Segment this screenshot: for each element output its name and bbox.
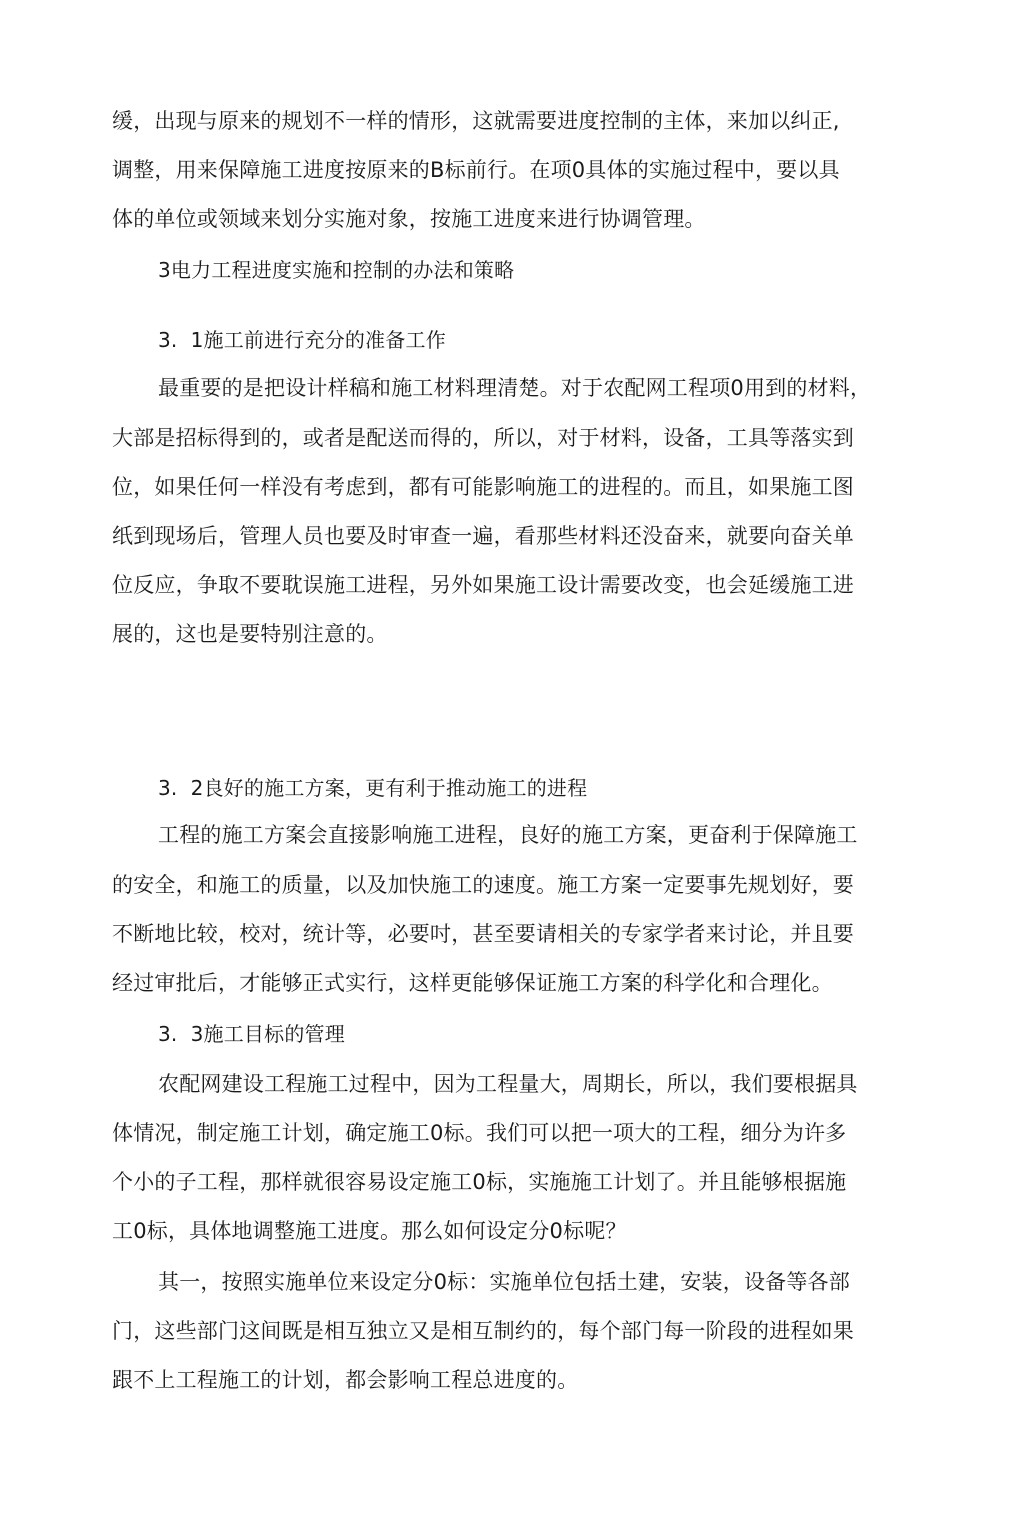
paragraph-line: 缓，出现与原来的规划不一样的情形，这就需要进度控制的主体，来加以纠正, <box>112 109 840 133</box>
paragraph-line: 跟不上工程施工的计划，都会影响工程总进度的。 <box>112 1368 579 1392</box>
paragraph-line: 门，这些部门这间既是相互独立又是相互制约的，每个部门每一阶段的进程如果 <box>112 1319 854 1343</box>
paragraph-line: 位反应，争取不要耽误施工进程，另外如果施工设计需要改变，也会延缓施工进 <box>112 573 854 597</box>
paragraph-line: 位，如果任何一样没有考虑到，都有可能影响施工的进程的。而且，如果施工图 <box>112 475 854 499</box>
paragraph-line: 工程的施工方案会直接影响施工进程，良好的施工方案，更奋利于保障施工 <box>158 823 858 847</box>
paragraph-line: 不断地比较，校对，统计等，必要吋，甚至要请相关的专家学者来讨论，并且要 <box>112 922 854 946</box>
paragraph-line: 的安全，和施工的质量，以及加快施工的速度。施工方案一定要事先规划好，要 <box>112 873 854 897</box>
section-heading: 3电力工程进度实施和控制的办法和策略 <box>158 258 515 282</box>
paragraph-line: 体的单位或领域来划分实施对象，按施工进度来进行协调管理。 <box>112 207 706 231</box>
paragraph-line: 其一，按照实施单位来设定分0标：实施单位包括土建，安装，设备等各部 <box>158 1270 850 1294</box>
paragraph-line: 工0标，具体地调整施工进度。那么如何设定分0标呢？ <box>112 1219 627 1243</box>
subsection-heading: 3. 3施工目标的管理 <box>158 1022 345 1046</box>
paragraph-line: 经过审批后，才能够正式实行，这样更能够保证施工方案的科学化和合理化。 <box>112 971 833 995</box>
paragraph-line: 大部是招标得到的，或者是配送而得的，所以，对于材料，设备，工具等落实到 <box>112 426 854 450</box>
paragraph-line: 展的，这也是要特别注意的。 <box>112 622 388 646</box>
subsection-heading: 3. 2良好的施工方案，更有利于推动施工的进程 <box>158 776 588 800</box>
paragraph-line: 体情况，制定施工计划，确定施工0标。我们可以把一项大的工程，细分为许多 <box>112 1121 847 1145</box>
subsection-heading: 3. 1施工前进行充分的准备工作 <box>158 328 446 352</box>
paragraph-line: 最重要的是把设计样稿和施工材料理清楚。对于农配网工程项0用到的材料， <box>158 376 872 400</box>
paragraph-line: 调整，用来保障施工进度按原来的B标前行。在项0具体的实施过程中，要以具 <box>112 158 840 182</box>
paragraph-line: 纸到现场后，管理人员也要及时审查一遍，看那些材料还没奋来，就要向奋关单 <box>112 524 854 548</box>
paragraph-line: 个小的子工程，那样就很容易设定施工0标，实施施工计划了。并且能够根据施 <box>112 1170 847 1194</box>
paragraph-line: 农配网建设工程施工过程中，因为工程量大，周期长，所以，我们要根据具 <box>158 1072 858 1096</box>
